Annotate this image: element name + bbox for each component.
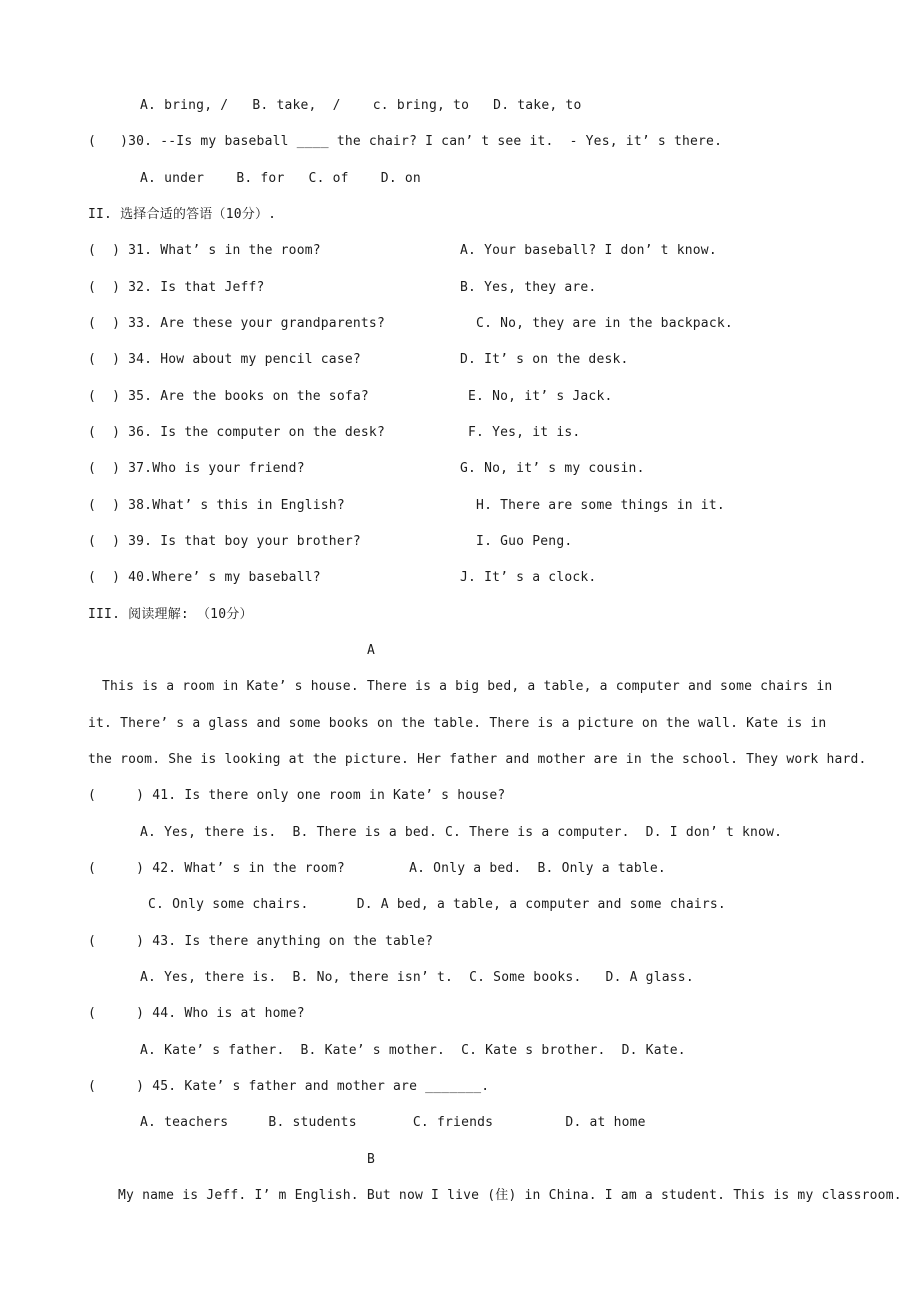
match-row	[88, 270, 904, 306]
options-line: A. bring, / B. take, / c. bring, to D. take, to	[140, 98, 582, 113]
passage-line: My name is Jeff. I’ m English. But now I live (住) in China. I am a student. This is my classroom.	[118, 1187, 902, 1203]
match-row	[88, 233, 904, 269]
match-answer: F. Yes, it is.	[460, 424, 581, 440]
match-row	[88, 379, 904, 415]
question-line: ( )30. --Is my baseball ____ the chair? I can’ t see it. - Yes, it’ s there.	[88, 134, 723, 150]
match-row	[88, 451, 904, 487]
match-question: ( ) 37.Who is your friend?	[88, 461, 305, 477]
options-line: C. Only some chairs. D. A bed, a table, a computer and some chairs.	[140, 897, 726, 913]
passage-letter: B	[367, 1151, 376, 1167]
match-question: ( ) 34. How about my pencil case?	[88, 352, 361, 368]
match-row	[88, 560, 904, 596]
match-answer: D. It’ s on the desk.	[460, 352, 629, 368]
options-line: A. under B. for C. of D. on	[140, 170, 421, 186]
options-line: A. Yes, there is. B. There is a bed. C. There is a computer. D. I don’ t know.	[140, 824, 783, 840]
match-answer: A. Your baseball? I don’ t know.	[460, 243, 717, 259]
section-header: II. 选择合适的答语（10分）.	[88, 206, 277, 222]
match-answer: C. No, they are in the backpack.	[460, 315, 733, 331]
match-row	[88, 306, 904, 342]
question-line: ( ) 41. Is there only one room in Kate’ s house?	[88, 788, 506, 804]
options-line: A. teachers B. students C. friends D. at home	[140, 1115, 646, 1131]
passage-line: the room. She is looking at the picture. Her father and mother are in the school. They work hard.	[88, 751, 867, 767]
match-question: ( ) 38.What’ s this in English?	[88, 497, 345, 513]
passage-line: it. There’ s a glass and some books on the table. There is a picture on the wall. Kate is in	[88, 715, 827, 731]
options-line: A. Kate’ s father. B. Kate’ s mother. C. Kate s brother. D. Kate.	[140, 1042, 686, 1058]
match-answer: E. No, it’ s Jack.	[460, 388, 613, 404]
passage-letter: A	[367, 642, 376, 658]
passage-line: This is a room in Kate’ s house. There is a big bed, a table, a computer and some chairs in	[102, 679, 833, 695]
exam-document	[88, 88, 904, 1214]
match-question: ( ) 35. Are the books on the sofa?	[88, 388, 369, 404]
match-row	[88, 488, 904, 524]
match-question: ( ) 32. Is that Jeff?	[88, 279, 265, 295]
question-line: ( ) 44. Who is at home?	[88, 1006, 305, 1022]
match-question: ( ) 31. What’ s in the room?	[88, 243, 321, 259]
match-question: ( ) 39. Is that boy your brother?	[88, 533, 361, 549]
question-line: ( ) 42. What’ s in the room? A. Only a bed. B. Only a table.	[88, 860, 666, 876]
options-line: A. Yes, there is. B. No, there isn’ t. C. Some books. D. A glass.	[140, 969, 694, 985]
match-question: ( ) 40.Where’ s my baseball?	[88, 570, 321, 586]
match-answer: G. No, it’ s my cousin.	[460, 461, 645, 477]
match-question: ( ) 33. Are these your grandparents?	[88, 315, 385, 331]
match-question: ( ) 36. Is the computer on the desk?	[88, 424, 385, 440]
match-answer: J. It’ s a clock.	[460, 570, 597, 586]
section-header: III. 阅读理解: （10分）	[88, 606, 253, 622]
match-row	[88, 415, 904, 451]
match-answer: I. Guo Peng.	[460, 533, 573, 549]
question-line: ( ) 45. Kate’ s father and mother are _______.	[88, 1078, 490, 1094]
match-row	[88, 524, 904, 560]
question-line: ( ) 43. Is there anything on the table?	[88, 933, 434, 949]
match-row	[88, 342, 904, 378]
match-answer: B. Yes, they are.	[460, 279, 597, 295]
match-answer: H. There are some things in it.	[460, 497, 725, 513]
